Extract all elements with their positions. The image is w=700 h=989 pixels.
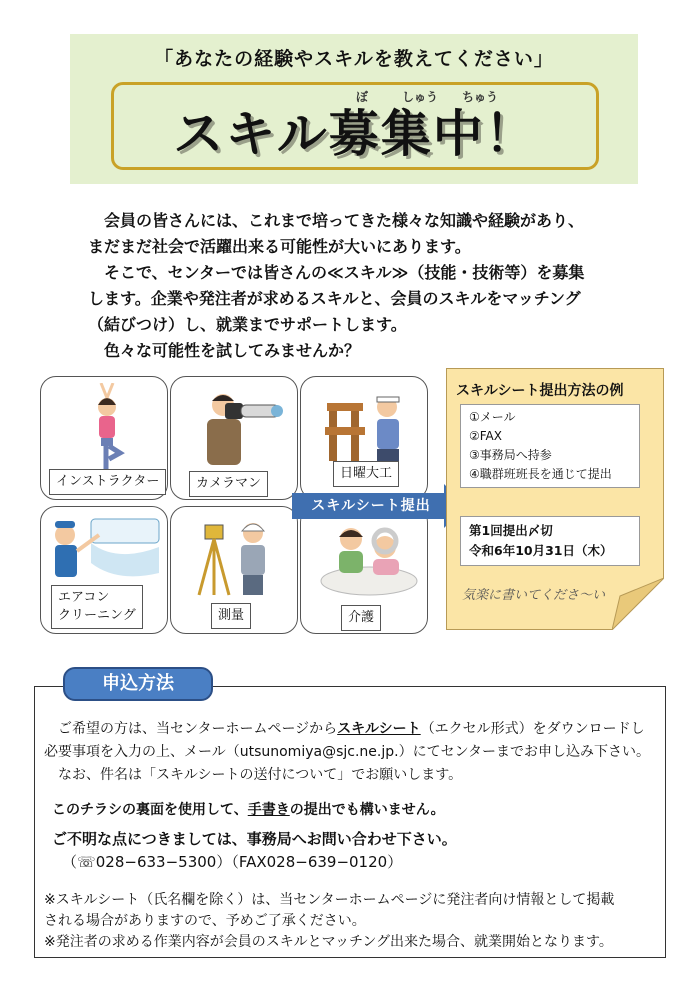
ruby-chuu: ちゅう <box>462 90 499 104</box>
arrow-label: スキルシート提出 <box>311 498 431 514</box>
apply-line2: 必要事項を入力の上、メール（utsunomiya@sjc.ne.jp.）にてセンターまでお申し込み下さい。 <box>44 744 651 760</box>
apply-line5: ご不明な点につきましては、事務局へお問い合わせ下さい。 <box>52 830 457 848</box>
apply-tab: 申込方法 <box>63 667 213 701</box>
panel-title: スキルシート提出方法の例 <box>456 383 624 399</box>
ruby-shuu: しゅう <box>402 90 439 104</box>
method-list <box>460 404 640 488</box>
carpentry-illustration <box>321 385 415 465</box>
intro-p1-line2: まだまだ社会で活躍出来る可能性が大いにあります。 <box>88 237 471 256</box>
intro-p2-line3: （結びつけ）し、就業までサポートします。 <box>88 315 407 334</box>
camera-illustration <box>197 385 283 469</box>
caption-aircon-line2: クリーニング <box>58 608 136 623</box>
survey-illustration <box>189 513 285 597</box>
method-item: ①メール <box>469 410 516 424</box>
intro-p2 <box>88 260 648 338</box>
method-item: ④職群班班長を通じて提出 <box>469 467 612 481</box>
page-title: スキル募集中！ <box>173 105 537 163</box>
caption-aircon <box>51 585 143 629</box>
apply-line4 <box>52 799 445 821</box>
card-diy <box>300 376 428 500</box>
apply-line1 <box>44 718 645 740</box>
panel-note: 気楽に書いてくださ〜い <box>462 588 606 603</box>
method-item: ③事務局へ持参 <box>469 448 552 462</box>
apply-line4-b: の提出でも構いません。 <box>289 802 445 818</box>
card-instructor <box>40 376 168 500</box>
caption-aircon-line1: エアコン <box>58 590 110 605</box>
intro-p2-line1: そこで、センターでは皆さんの≪スキル≫（技能・技術等）を募集 <box>104 263 585 282</box>
deadline-label: 第1回提出〆切 <box>469 523 553 538</box>
apply-line4-handwritten: 手書き <box>247 802 290 818</box>
caption-survey: 測量 <box>211 603 251 629</box>
contact-line: （☏028−633−5300）（FAX028−639−0120） <box>62 853 403 871</box>
caption-care: 介護 <box>341 605 381 631</box>
method-item: ②FAX <box>469 429 502 443</box>
deadline-date: 令和6年10月31日（木） <box>469 543 613 558</box>
card-care <box>300 506 428 634</box>
apply-line4-a: このチラシの裏面を使用して、 <box>52 802 248 818</box>
note-line2: される場合がありますので、予めご了承ください。 <box>44 913 366 929</box>
intro-p2-line2: します。企業や発注者が求めるスキルと、会員のスキルをマッチング <box>88 289 581 308</box>
caption-diy: 日曜大工 <box>333 461 399 487</box>
apply-line3: なお、件名は「スキルシートの送付について」でお願いします。 <box>58 767 463 783</box>
note-line1: ※スキルシート（氏名欄を除く）は、当センターホームページに発注者向け情報として掲載 <box>44 892 615 908</box>
aircon-illustration <box>47 513 165 583</box>
intro-p1 <box>88 208 648 260</box>
card-cameraman <box>170 376 298 500</box>
caption-cameraman: カメラマン <box>189 471 268 497</box>
apply-line1-a: ご希望の方は、当センターホームページから <box>58 721 338 737</box>
header-subtitle: 「あなたの経験やスキルを教えてください」 <box>154 48 554 70</box>
care-illustration <box>309 517 421 597</box>
yoga-illustration <box>87 383 127 473</box>
ruby-bo: ぼ <box>356 90 369 104</box>
skill-sheet-link[interactable]: スキルシート <box>337 721 421 737</box>
caption-instructor: インストラクター <box>49 469 166 495</box>
card-survey <box>170 506 298 634</box>
page-fold-icon <box>612 578 664 630</box>
apply-line1-b: （エクセル形式）をダウンロードし <box>420 721 645 737</box>
note-line3: ※発注者の求める作業内容が会員のスキルとマッチング出来た場合、就業開始となります。 <box>44 934 613 950</box>
deadline-box <box>460 516 640 566</box>
intro-p1-line1: 会員の皆さんには、これまで培ってきた様々な知識や経験があり、 <box>104 211 585 230</box>
card-aircon <box>40 506 168 634</box>
intro-p3: 色々な可能性を試してみませんか？ <box>104 341 361 360</box>
